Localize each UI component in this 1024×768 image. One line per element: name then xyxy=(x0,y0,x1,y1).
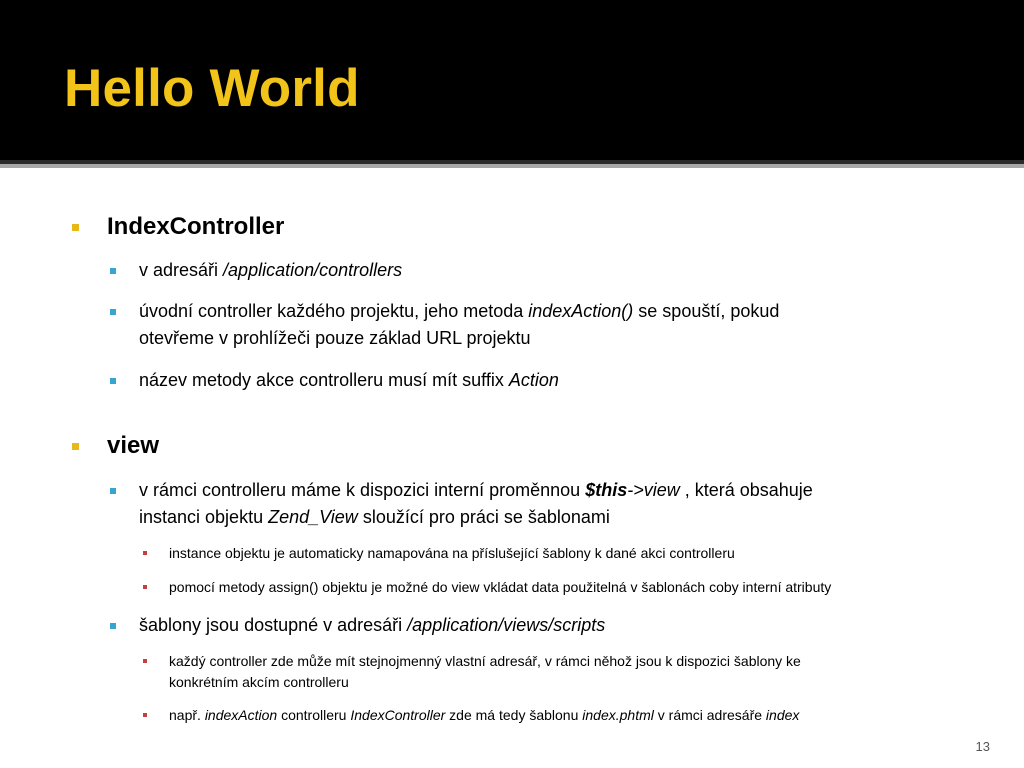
square-bullet-icon xyxy=(110,623,116,629)
square-bullet-icon xyxy=(143,713,147,717)
square-bullet-icon xyxy=(143,659,147,663)
list-item: např. indexAction controlleru IndexController zde má tedy šablonu index.phtml v rámci adresáře index xyxy=(169,707,800,723)
list-item: šablony jsou dostupné v adresáři /application/views/scripts xyxy=(139,615,606,635)
square-bullet-icon xyxy=(143,585,147,589)
list-item: pomocí metody assign() objektu je možné do view vkládat data použitelná v šablonách coby interní atributy xyxy=(169,579,832,595)
square-bullet-icon xyxy=(110,268,116,274)
slide-title: Hello World xyxy=(64,59,360,118)
list-item: úvodní controller každého projektu, jeho metoda indexAction() se spouští, pokud otevřeme v prohlížeči pouze základ URL projektu xyxy=(139,301,780,348)
square-bullet-icon xyxy=(110,309,116,315)
list-item: v rámci controlleru máme k dispozici interní proměnnou $this->view , která obsahuje instanci objektu Zend_View sloužící pro práci se šablonami xyxy=(139,480,813,527)
list-item: instance objektu je automaticky namapována na příslušející šablony k dané akci controlleru xyxy=(169,545,735,561)
title-divider-light xyxy=(0,164,1024,168)
square-bullet-icon xyxy=(110,488,116,494)
section-heading-view: view xyxy=(107,432,160,459)
list-item: každý controller zde může mít stejnojmenný vlastní adresář, v rámci něhož jsou k dispozici šablony ke konkrétním akcím controlleru xyxy=(169,653,801,690)
square-bullet-icon xyxy=(143,551,147,555)
section-heading-indexcontroller: IndexController xyxy=(107,213,285,240)
square-bullet-icon xyxy=(72,224,79,231)
square-bullet-icon xyxy=(72,443,79,450)
list-item: v adresáři /application/controllers xyxy=(139,260,403,280)
slide-number: 13 xyxy=(975,739,990,754)
list-item: název metody akce controlleru musí mít suffix Action xyxy=(139,370,559,390)
square-bullet-icon xyxy=(110,378,116,384)
